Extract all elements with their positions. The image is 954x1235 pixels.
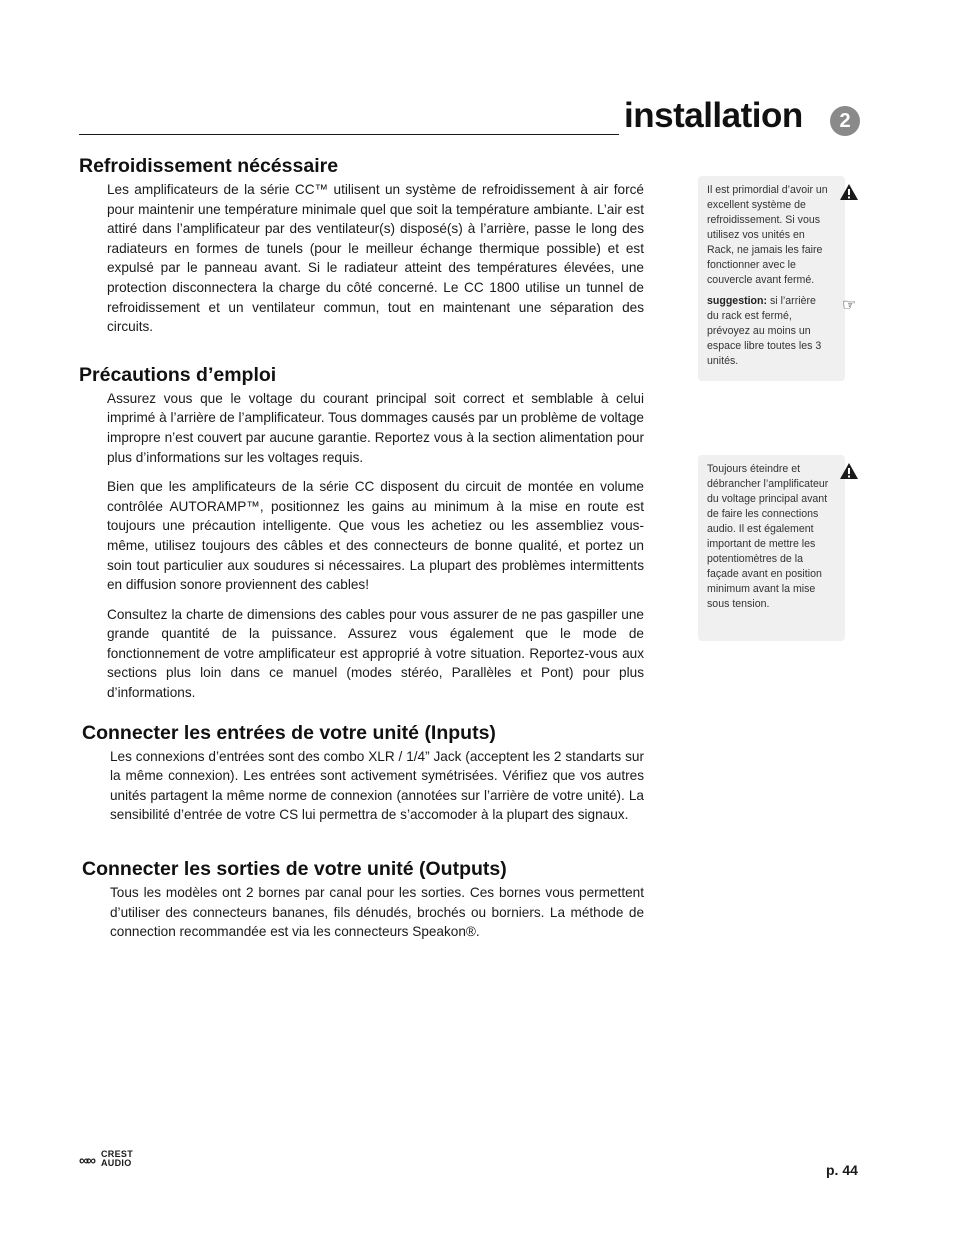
warning-triangle-icon: [839, 462, 859, 480]
main-content: [79, 152, 644, 952]
sidebar-note-power: [698, 455, 845, 641]
chapter-number-badge: 2: [830, 106, 860, 136]
header-rule: [79, 134, 619, 135]
sidebar-warning-text: Toujours éteindre et débrancher l’amplificateur du voltage principal avant de faire les connections audio. Il est également important de mettre les potentiomètres de la façade avant en position minimum avant la mise sous tension.: [707, 463, 829, 610]
warning-triangle-icon: [839, 183, 859, 201]
section-inputs: [79, 719, 644, 825]
section-precautions: [79, 361, 644, 703]
logo-line-1: CREST: [101, 1149, 134, 1159]
pointing-hand-icon: ☞: [842, 297, 857, 314]
section-outputs: [79, 855, 644, 942]
section-paragraph: Les connexions d’entrées sont des combo XLR / 1/4” Jack (acceptent les 2 standarts sur la même connexion). Les entrées sont activement symétrisées. Vérifiez que vos autres unités partagent la même norme de connexion (annotées sur l’arrière de votre unité). La sensibilité d’entrée de votre CS lui permettra de s’accomoder à la plupart des signaux.: [110, 748, 644, 823]
page-number: p. 44: [826, 1162, 858, 1178]
crest-audio-logo: [79, 1150, 149, 1170]
sidebar-note-cooling: [698, 176, 857, 381]
section-paragraph: Tous les modèles ont 2 bornes par canal pour les sorties. Ces bornes vous permettent d’utiliser des connecteurs bananes, fils dénudés, brochés ou borniers. La méthode de connection recommandée est via les connecteurs Speakon®.: [110, 885, 644, 940]
suggestion-text: si l’arrière du rack est fermé, prévoyez au moins un espace libre toutes les 3 unités.: [707, 295, 822, 367]
page-title: installation: [624, 96, 803, 135]
section-paragraph: Assurez vous que le voltage du courant principal soit correct et semblable à celui imprimé à l’arrière de l’amplificateur. Tous dommages causés par un problème de voltage impropre n’est couvert par aucune garantie. Reportez vous à la section alimentation pour plus d’informations sur les voltages requis.: [107, 390, 644, 465]
logo-line-2: AUDIO: [101, 1158, 132, 1168]
section-paragraph: Bien que les amplificateurs de la série CC disposent du circuit de montée en volume contrôlée AUTORAMP™, positionnez les gains au minimum à la mise en route est toujours une précaution intelligente. Que vous les achetiez ou les assembliez vous-même, utilisez toujours des câbles et des connecteurs de bonne qualité, et portez un soin tout particulier aux soudures si nécessaires. La plupart des problèmes intermittents en diffusion sonore proviennent des cables!: [107, 479, 644, 593]
section-heading: Refroidissement nécéssaire: [79, 155, 339, 177]
section-heading: Connecter les sorties de votre unité (Outputs): [82, 858, 507, 881]
logo-wordmark: [101, 1150, 133, 1168]
suggestion-label: suggestion:: [707, 295, 768, 307]
section-heading: Précautions d’emploi: [79, 363, 277, 386]
logo-mark: ∞∞: [79, 1152, 93, 1168]
section-paragraph: Les amplificateurs de la série CC™ utilisent un système de refroidissement à air forcé pour maintenir une température minimale quel que soit la température ambiante. L’air est attiré dans l’amplificateur par des ventilateur(s) disposé(s) à l’arrière, passe le long des radiateurs en formes de tunels (pour le meilleur échange thermique possible) et est expulsé par le panneau avant. Si le radiateur atteint des températures élevées, une protection disconnectera la charge du côté concerné. Le CC 1800 utilise un tunnel de refroidissement et un ventilateur commun, tout en maintenant une séparation des circuits.: [107, 182, 644, 335]
section-cooling: [79, 152, 644, 337]
sidebar-suggestion: [707, 294, 829, 369]
sidebar-warning-text: Il est primordial d’avoir un excellent système de refroidissement. Si vous utilisez vos unités en Rack, ne jamais les faire fonctionner avec le couvercle avant fermé.: [707, 184, 828, 286]
section-heading: Connecter les entrées de votre unité (Inputs): [82, 721, 496, 744]
section-paragraph: Consultez la charte de dimensions des cables pour vous assurer de ne pas gaspiller une grande quantité de la puissance. Assurez vous également que le mode de fonctionnement de votre amplificateur est approprié à votre situation. Reportez-vous aux sections plus loin dans ce manuel (modes stéréo, Parallèles et Pont) pour plus d’informations.: [107, 606, 644, 701]
